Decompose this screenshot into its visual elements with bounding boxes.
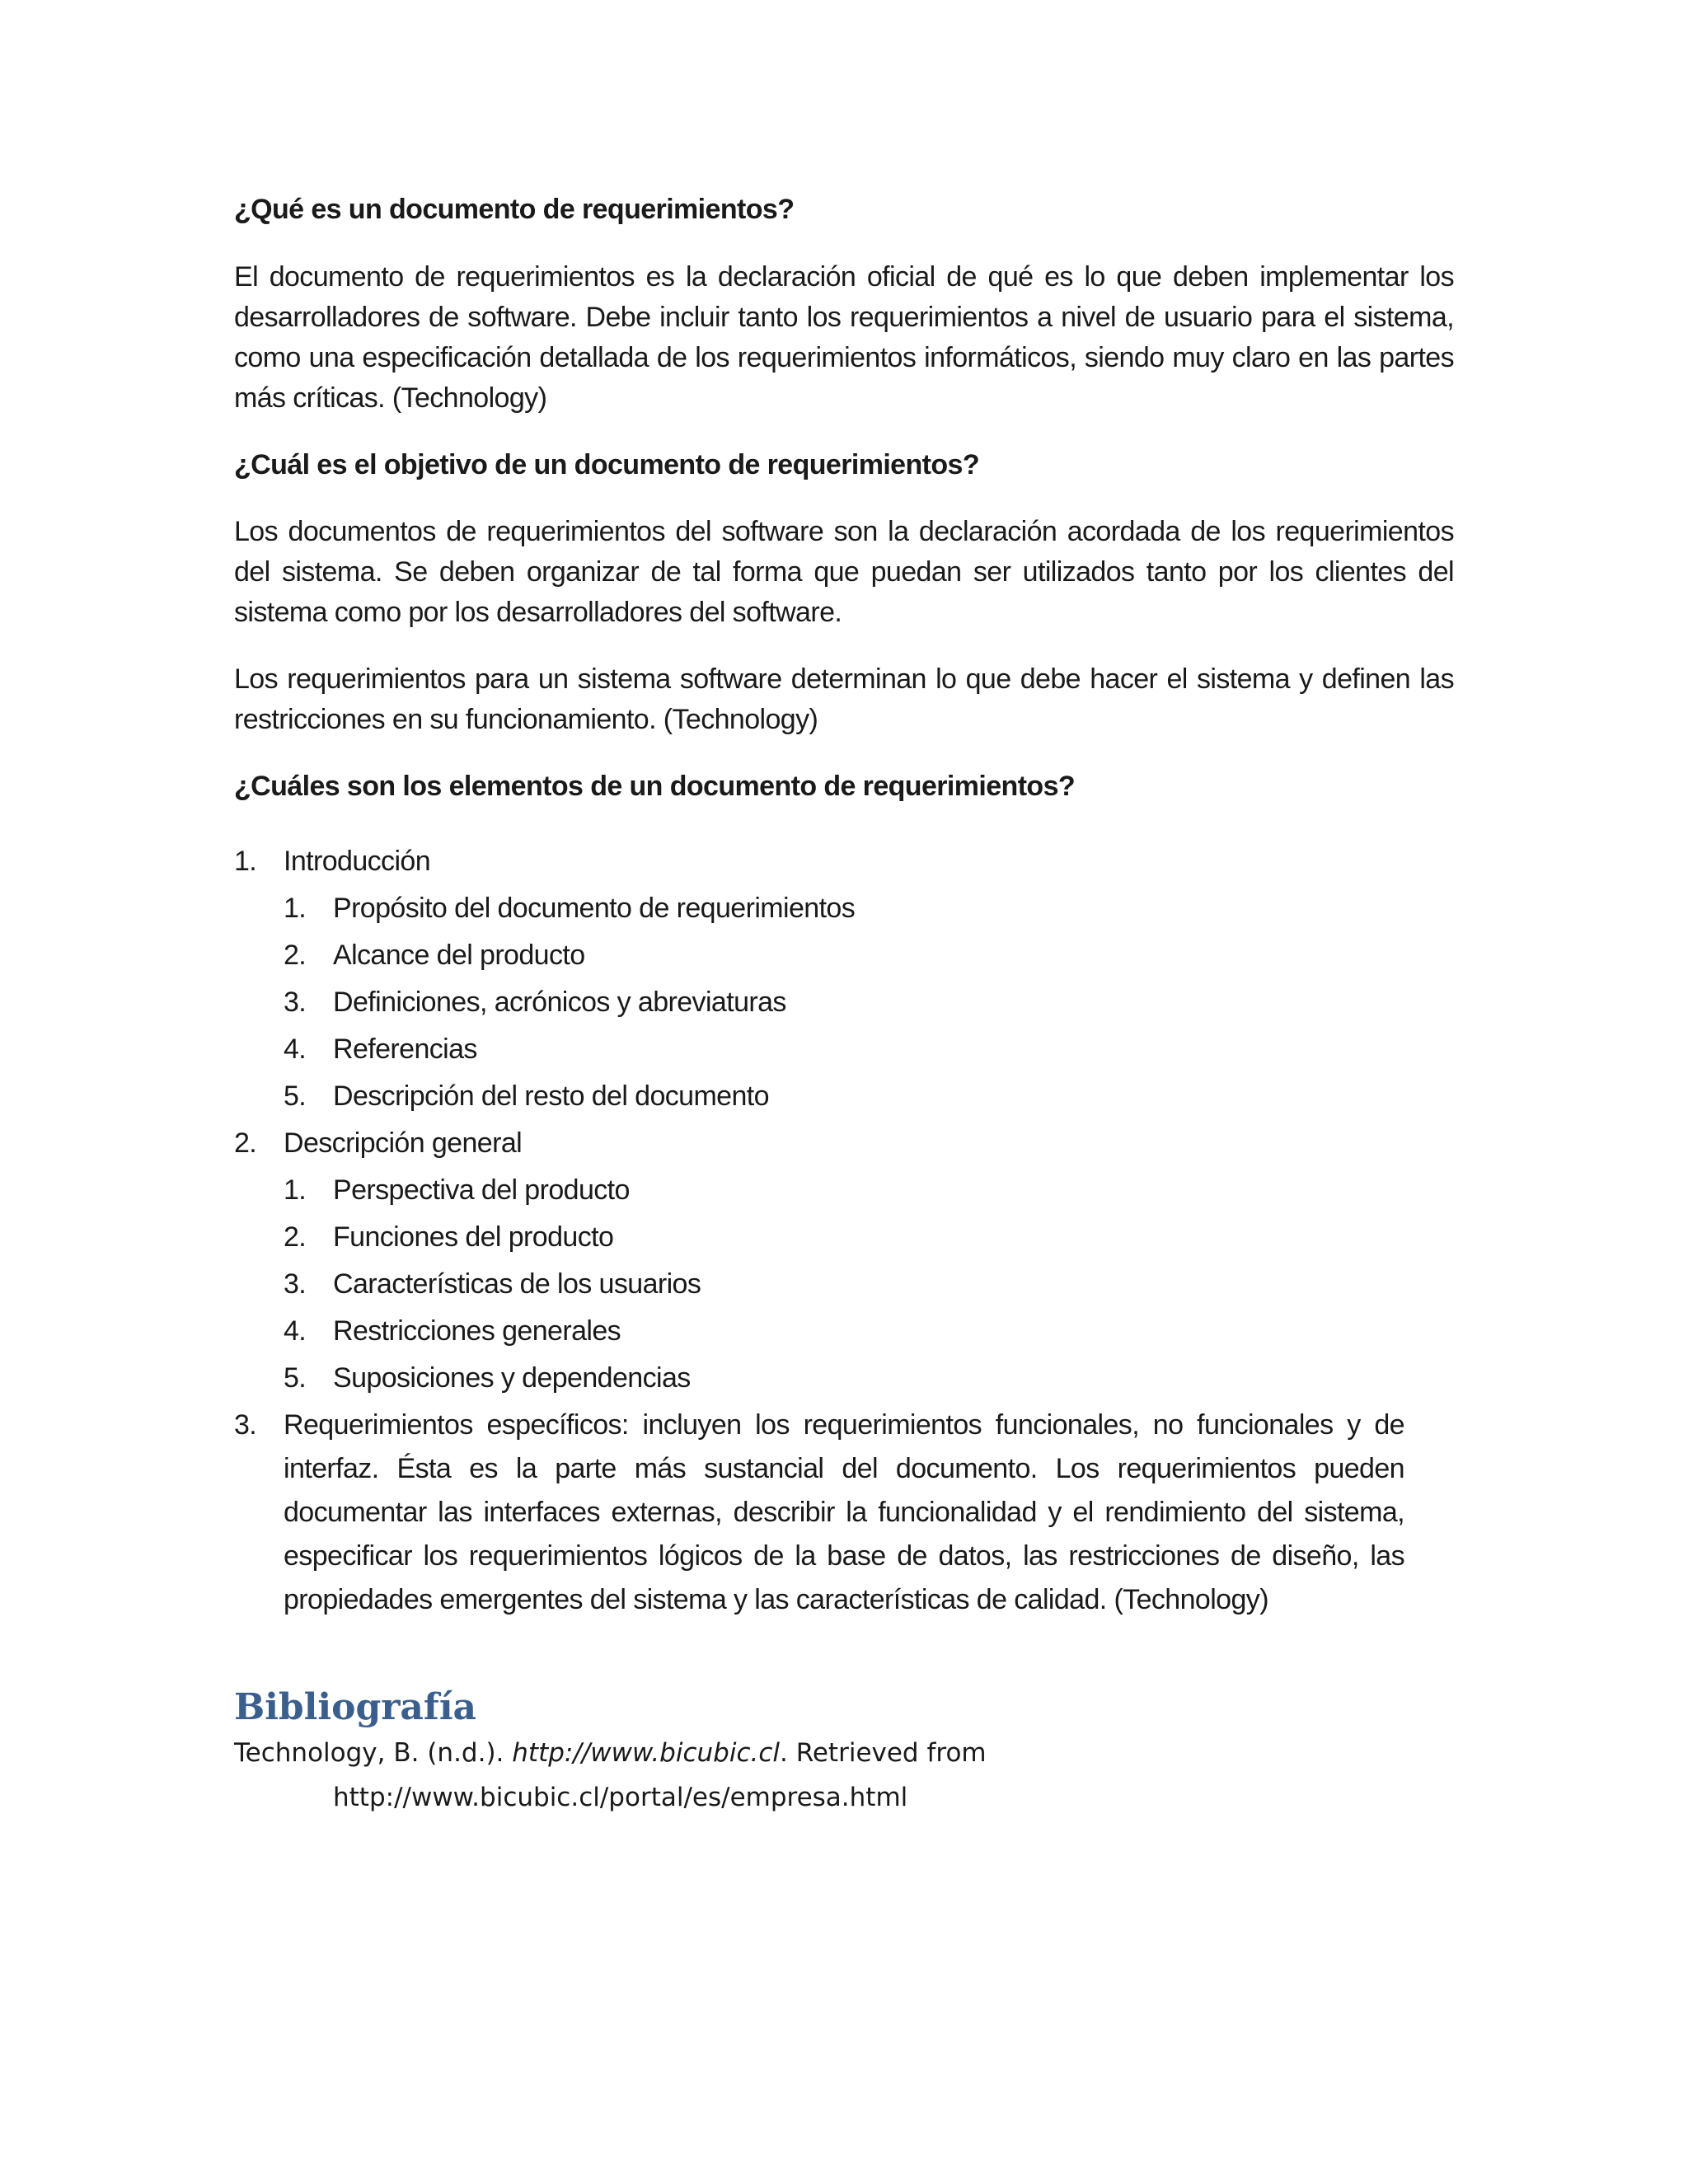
list-item [234,934,1404,977]
list-number: 5. [284,1080,307,1112]
list-item [234,1122,1404,1165]
list-item-label: Definiciones, acrónicos y abreviaturas [333,987,786,1018]
list-item-label: Perspectiva del producto [333,1174,630,1206]
list-item [234,1169,1404,1212]
list-item [234,1028,1404,1071]
list-item-label: Introducción [284,846,431,877]
list-item-label: Descripción general [284,1127,523,1159]
list-item-label: Requerimientos específicos: incluyen los requerimientos funcionales, no funcionales y de interfaz. Ésta es la parte más sustancial del documento. Los requerimientos pueden documentar las interfaces externas, describir la funcionalidad y el rendimiento del sistema, especificar los requerimientos lógicos de la base de datos, las restricciones de diseño, las propiedades emergentes del sistema y las características de calidad. (Technology) [284,1409,1404,1615]
list-item-label: Referencias [333,1033,477,1065]
bibliography-author: Technology, B. (n.d.). [234,1738,513,1768]
list-number: 3. [234,1409,257,1441]
list-item [234,1404,1404,1622]
list-item-label: Funciones del producto [333,1221,614,1253]
list-number: 1. [234,846,257,877]
elements-outline [234,840,1404,1622]
list-number: 1. [284,1174,307,1206]
list-number: 2. [284,940,307,971]
paragraph-definition: El documento de requerimientos es la declaración oficial de qué es lo que deben implementar los desarrolladores de software. Debe incluir tanto los requerimientos a nivel de usuario para el sistema, como una especificación detallada de los requerimientos informáticos, siendo muy claro en las partes más críticas. (Technology) [234,261,1454,414]
list-number: 2. [234,1127,257,1159]
list-item [234,1310,1404,1353]
bibliography-entry [234,1731,1454,1820]
bibliography-source-title: http://www.bicubic.cl [512,1738,780,1768]
paragraph-requirements: Los requerimientos para un sistema software determinan lo que debe hacer el sistema y definen las restricciones en su funcionamiento. (Technology) [234,663,1454,735]
list-item [234,981,1404,1024]
list-number: 3. [284,1268,307,1300]
list-item-label: Restricciones generales [333,1315,621,1347]
list-item-label: Propósito del documento de requerimientos [333,893,856,924]
question-heading-3: ¿Cuáles son los elementos de un documento de requerimientos? [234,771,1076,802]
list-number: 4. [284,1033,307,1065]
list-number: 3. [284,987,307,1018]
list-number: 1. [284,893,307,924]
question-heading-1: ¿Qué es un documento de requerimientos? [234,194,795,225]
list-item [234,1075,1404,1118]
list-number: 4. [284,1315,307,1347]
list-number: 2. [284,1221,307,1253]
bibliography-retrieved: . Retrieved from [780,1738,987,1768]
bibliography-heading: Bibliografía [234,1686,477,1728]
list-item-label: Descripción del resto del documento [333,1080,769,1112]
list-item-label: Suposiciones y dependencias [333,1362,691,1394]
document-page [234,190,1454,1820]
list-item [234,887,1404,930]
list-item-label: Características de los usuarios [333,1268,701,1300]
list-item [234,840,1404,883]
list-item [234,1216,1404,1259]
bibliography-url: http://www.bicubic.cl/portal/es/empresa.html [333,1783,908,1812]
list-item [234,1263,1404,1306]
paragraph-objective: Los documentos de requerimientos del software son la declaración acordada de los requerimientos del sistema. Se deben organizar de tal forma que puedan ser utilizados tanto por los clientes del sistema como por los desarrolladores del software. [234,516,1454,628]
list-item [234,1357,1404,1400]
question-heading-2: ¿Cuál es el objetivo de un documento de requerimientos? [234,449,980,480]
list-item-label: Alcance del producto [333,940,585,971]
list-number: 5. [284,1362,307,1394]
